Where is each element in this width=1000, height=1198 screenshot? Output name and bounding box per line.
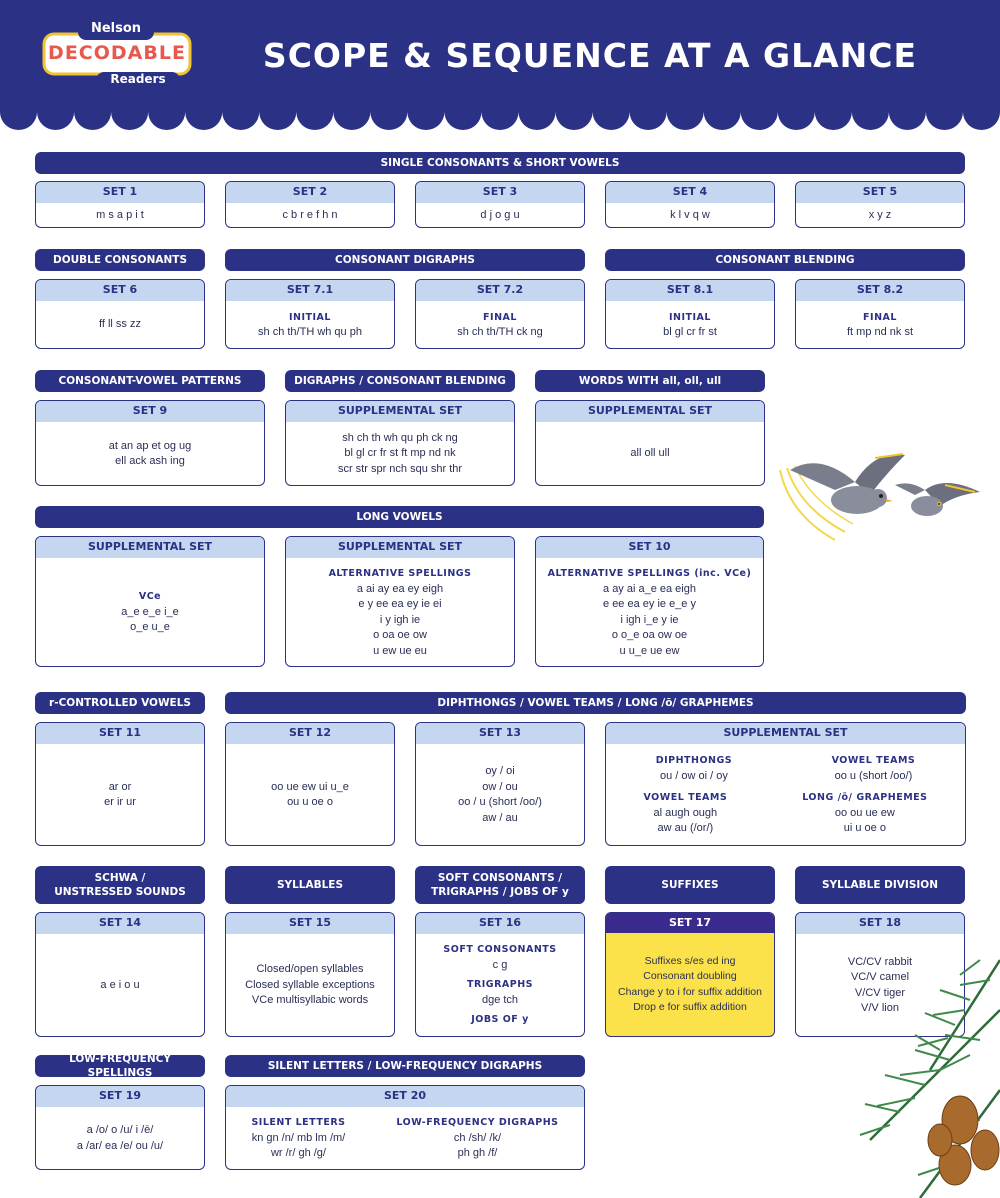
heading-consonant-digraphs: CONSONANT DIGRAPHS bbox=[225, 249, 585, 271]
card-title: SET 10 bbox=[536, 537, 763, 558]
card-subheading: SILENT LETTERS bbox=[251, 1117, 346, 1129]
card-text: all oll ull bbox=[630, 447, 670, 460]
card-text: a ay ai a_e ea eigh bbox=[603, 582, 696, 595]
card-title: SET 16 bbox=[416, 913, 584, 934]
card-text: d j o g u bbox=[480, 208, 520, 221]
card-set-4 bbox=[605, 181, 775, 228]
card-text: oy / oi bbox=[485, 765, 515, 777]
card-title: SET 11 bbox=[36, 723, 204, 744]
card-text: Closed syllable exceptions bbox=[245, 978, 375, 991]
card-text: oo ue ew ui u_e bbox=[271, 780, 349, 793]
card-title: SUPPLEMENTAL SET bbox=[536, 401, 764, 422]
card-text: sh ch th/TH wh qu ph bbox=[258, 326, 362, 338]
card-text: VC/V camel bbox=[850, 971, 910, 983]
card-text: ou / ow oi / oy bbox=[659, 769, 728, 782]
card-text: aw au (/or/) bbox=[657, 822, 714, 835]
card-text: scr str spr nch squ shr thr bbox=[337, 462, 463, 475]
heading-syllable-division: SYLLABLE DIVISION bbox=[795, 866, 965, 904]
card-subheading: ALTERNATIVE SPELLINGS bbox=[328, 568, 472, 579]
card-subheading: TRIGRAPHS bbox=[466, 979, 534, 991]
card-subheading: DIPHTHONGS bbox=[655, 755, 733, 767]
card-title: SET 6 bbox=[36, 280, 204, 301]
card-text: Drop e for suffix addition bbox=[633, 1001, 747, 1013]
card-text: ph gh /f/ bbox=[457, 1147, 498, 1160]
card-set-6 bbox=[35, 279, 205, 349]
heading-line: TRIGRAPHS / JOBS OF y bbox=[431, 886, 569, 898]
card-text: o o_e oa ow oe bbox=[611, 629, 688, 641]
card-text: m s a p i t bbox=[96, 208, 144, 221]
card-text: u u_e ue ew bbox=[619, 644, 680, 657]
card-text: ff ll ss zz bbox=[99, 318, 141, 331]
card-set-10 bbox=[535, 536, 764, 667]
card-set-16 bbox=[415, 912, 585, 1037]
card-text: sh ch th/TH ck ng bbox=[457, 326, 543, 338]
heading-line: UNSTRESSED SOUNDS bbox=[54, 886, 186, 898]
card-title: SET 4 bbox=[606, 182, 774, 203]
card-text: o oa oe ow bbox=[373, 629, 427, 641]
card-text: dge tch bbox=[481, 993, 519, 1006]
card-text: ft mp nd nk st bbox=[846, 326, 914, 338]
card-title: SUPPLEMENTAL SET bbox=[36, 537, 264, 558]
card-set-9 bbox=[35, 400, 265, 486]
card-subheading: SOFT CONSONANTS bbox=[443, 944, 557, 956]
card-set-20 bbox=[225, 1085, 585, 1170]
card-text: oo u (short /oo/) bbox=[834, 769, 913, 782]
heading-r-controlled: r-CONTROLLED VOWELS bbox=[35, 692, 205, 714]
card-set-13 bbox=[415, 722, 585, 846]
card-title: SET 7.1 bbox=[226, 280, 394, 301]
card-title: SET 8.2 bbox=[796, 280, 964, 301]
card-set-5 bbox=[795, 181, 965, 228]
card-text: oo ou ue ew bbox=[834, 806, 895, 819]
heading-diphthongs: DIPHTHONGS / VOWEL TEAMS / LONG /ō/ GRAPHEMES bbox=[225, 692, 966, 714]
card-set-7-1 bbox=[225, 279, 395, 349]
card-text: ou u oe o bbox=[287, 796, 333, 808]
card-text: VCe multisyllabic words bbox=[251, 994, 369, 1007]
card-title: SET 2 bbox=[226, 182, 394, 203]
card-text: a ai ay ea ey eigh bbox=[356, 582, 444, 595]
card-text: c g bbox=[492, 958, 508, 971]
card-subheading: FINAL bbox=[483, 311, 517, 323]
card-title: SET 5 bbox=[796, 182, 964, 203]
heading-long-vowels: LONG VOWELS bbox=[35, 506, 764, 528]
card-text: Consonant doubling bbox=[643, 970, 737, 982]
card-text: bl gl cr fr st bbox=[663, 326, 717, 338]
logo-readers: Readers bbox=[110, 72, 166, 86]
card-text: ch /sh/ /k/ bbox=[453, 1131, 501, 1144]
card-subheading: FINAL bbox=[863, 311, 897, 323]
heading-syllables: SYLLABLES bbox=[225, 866, 395, 904]
heading-schwa bbox=[35, 866, 205, 904]
card-set-15 bbox=[225, 912, 395, 1037]
card-text: ell ack ash ing bbox=[115, 455, 185, 467]
heading-suffixes: SUFFIXES bbox=[605, 866, 775, 904]
card-subheading: JOBS OF y bbox=[471, 1014, 529, 1026]
card-title: SUPPLEMENTAL SET bbox=[286, 401, 514, 422]
card-text: ow / ou bbox=[482, 780, 518, 793]
card-text: kn gn /n/ mb lm /m/ bbox=[251, 1131, 346, 1144]
heading-cv-patterns: CONSONANT-VOWEL PATTERNS bbox=[35, 370, 265, 392]
card-text: Suffixes s/es ed ing bbox=[644, 954, 736, 967]
scalloped-edge bbox=[0, 108, 1000, 132]
card-text: ui u oe o bbox=[843, 822, 886, 835]
heading-line: SOFT CONSONANTS / bbox=[437, 872, 563, 884]
card-text: VC/CV rabbit bbox=[847, 955, 913, 968]
card-text: sh ch th wh qu ph ck ng bbox=[342, 431, 458, 444]
card-set-1 bbox=[35, 181, 205, 228]
card-set-8-1 bbox=[605, 279, 775, 349]
card-text: u ew ue eu bbox=[373, 644, 427, 657]
card-text: a_e e_e i_e bbox=[121, 605, 179, 618]
card-text: al augh ough bbox=[653, 806, 718, 819]
heading-consonant-blending: CONSONANT BLENDING bbox=[605, 249, 965, 271]
card-text: a e i o u bbox=[100, 978, 140, 991]
card-set-12 bbox=[225, 722, 395, 846]
card-text: x y z bbox=[868, 208, 892, 221]
heading-single-consonants: SINGLE CONSONANTS & SHORT VOWELS bbox=[35, 152, 965, 174]
card-text: i y igh ie bbox=[379, 613, 421, 626]
card-set-14 bbox=[35, 912, 205, 1037]
card-text: k l v q w bbox=[670, 208, 710, 221]
card-subheading: VOWEL TEAMS bbox=[643, 792, 728, 804]
card-text: at an ap et og ug bbox=[108, 439, 192, 452]
card-text: i igh i_e y ie bbox=[620, 613, 679, 626]
heading-soft-consonants bbox=[415, 866, 585, 904]
card-set-3 bbox=[415, 181, 585, 228]
card-subheading: VCe bbox=[138, 591, 162, 603]
card-title: SET 19 bbox=[36, 1086, 204, 1107]
card-set-19 bbox=[35, 1085, 205, 1170]
logo-decodable: DECODABLE bbox=[48, 42, 186, 64]
card-text: e ee ea ey ie e_e y bbox=[603, 598, 696, 610]
heading-silent-letters: SILENT LETTERS / LOW-FREQUENCY DIGRAPHS bbox=[225, 1055, 585, 1077]
card-supplemental-diphthongs bbox=[605, 722, 966, 846]
card-subheading: VOWEL TEAMS bbox=[831, 755, 916, 767]
card-title: SET 8.1 bbox=[606, 280, 774, 301]
heading-double-consonants: DOUBLE CONSONANTS bbox=[35, 249, 205, 271]
card-subheading: LOW-FREQUENCY DIGRAPHS bbox=[396, 1117, 559, 1129]
card-text: o_e u_e bbox=[130, 621, 170, 634]
card-text: c b r e f h n bbox=[282, 208, 338, 221]
card-text: V/CV tiger bbox=[854, 986, 906, 999]
card-supplemental-vce bbox=[35, 536, 265, 667]
card-subheading: ALTERNATIVE SPELLINGS (inc. VCe) bbox=[547, 568, 752, 579]
card-text: e y ee ea ey ie ei bbox=[358, 598, 442, 610]
pine-branch-illustration bbox=[830, 940, 1000, 1198]
card-title: SET 7.2 bbox=[416, 280, 584, 301]
card-set-17 bbox=[605, 912, 775, 1037]
bird-illustration bbox=[775, 440, 990, 550]
card-title: SET 17 bbox=[606, 913, 774, 933]
card-supplemental-alt-spellings bbox=[285, 536, 515, 667]
card-supplemental-all bbox=[535, 400, 765, 486]
card-title: SUPPLEMENTAL SET bbox=[286, 537, 514, 558]
card-title: SET 1 bbox=[36, 182, 204, 203]
card-text: ar or bbox=[108, 780, 132, 793]
card-title: SET 12 bbox=[226, 723, 394, 744]
logo-nelson: Nelson bbox=[90, 21, 142, 36]
page-title: SCOPE & SEQUENCE AT A GLANCE bbox=[262, 36, 918, 75]
card-text: Closed/open syllables bbox=[256, 963, 364, 976]
card-text: Change y to i for suffix addition bbox=[618, 985, 762, 998]
card-title: SET 14 bbox=[36, 913, 204, 934]
card-title: SET 18 bbox=[796, 913, 964, 934]
card-title: SET 3 bbox=[416, 182, 584, 203]
card-title: SUPPLEMENTAL SET bbox=[606, 723, 965, 744]
heading-digraphs-blending: DIGRAPHS / CONSONANT BLENDING bbox=[285, 370, 515, 392]
card-text: V/V lion bbox=[861, 1002, 899, 1014]
card-set-7-2 bbox=[415, 279, 585, 349]
card-title: SET 9 bbox=[36, 401, 264, 422]
card-set-8-2 bbox=[795, 279, 965, 349]
heading-low-frequency-spellings: LOW-FREQUENCY SPELLINGS bbox=[35, 1055, 205, 1077]
card-text: oo / u (short /oo/) bbox=[458, 796, 542, 808]
card-title: SET 15 bbox=[226, 913, 394, 934]
card-text: aw / au bbox=[482, 811, 518, 824]
card-supplemental-digraphs bbox=[285, 400, 515, 486]
card-subheading: INITIAL bbox=[669, 311, 711, 323]
heading-words-all-oll-ull: WORDS WITH all, oll, ull bbox=[535, 370, 765, 392]
heading-line: SCHWA / bbox=[94, 872, 146, 884]
card-text: a /o/ o /u/ i /ē/ bbox=[86, 1124, 154, 1136]
card-title: SET 13 bbox=[416, 723, 584, 744]
card-title: SET 20 bbox=[226, 1086, 584, 1107]
card-text: bl gl cr fr st ft mp nd nk bbox=[344, 447, 456, 460]
logo bbox=[38, 20, 196, 90]
card-set-11 bbox=[35, 722, 205, 846]
card-text: er ir ur bbox=[104, 796, 136, 808]
card-subheading: INITIAL bbox=[289, 311, 331, 323]
card-set-2 bbox=[225, 181, 395, 228]
card-text: wr /r/ gh /g/ bbox=[270, 1147, 326, 1160]
card-text: a /ar/ ea /e/ ou /u/ bbox=[76, 1139, 164, 1152]
card-subheading: LONG /ō/ GRAPHEMES bbox=[802, 792, 928, 804]
